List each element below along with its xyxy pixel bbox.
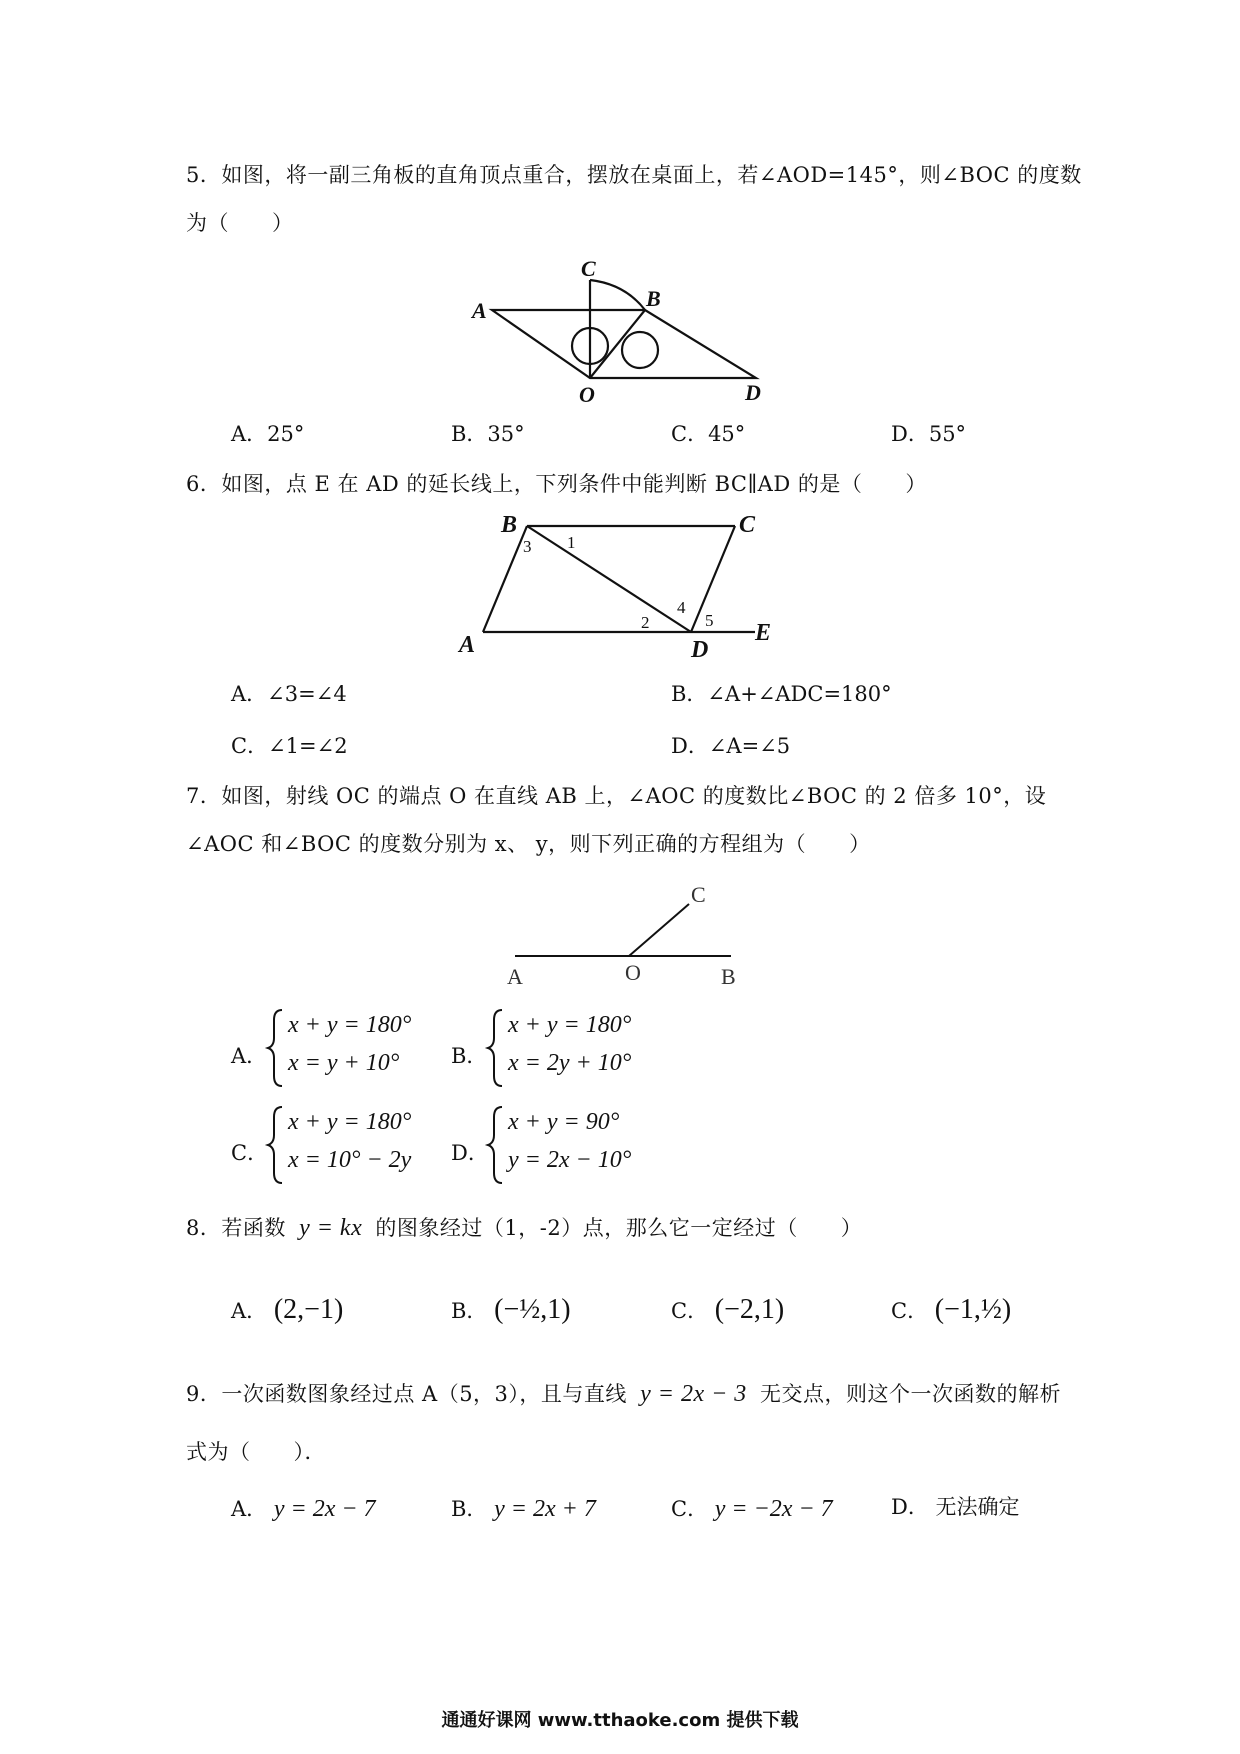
q7-option-a-label: A． (231, 1044, 268, 1068)
q7-option-b-system (486, 1012, 646, 1092)
q9-option-a-value: y = 2x − 7 (273, 1496, 376, 1522)
q6-angle-3: 3 (523, 537, 532, 556)
q9-option-b-label: B． (451, 1497, 488, 1521)
q6-option-c: C．∠1=∠2 (231, 734, 348, 758)
q9-option-b (451, 1497, 596, 1521)
q5-option-d: D．55° (891, 422, 967, 446)
q7-option-c-system (266, 1109, 416, 1189)
q8-function: y = kx (299, 1215, 363, 1241)
page-footer: 通通好课网 www.tthaoke.com 提供下载 (441, 1710, 799, 1731)
q8-option-d-value: (−1,½) (934, 1294, 1012, 1325)
q5-text-line1: 5．如图，将一副三角板的直角顶点重合，摆放在桌面上，若∠AOD=145°，则∠BOC 的度数 (186, 163, 1082, 187)
q7-label-A: A (507, 964, 523, 989)
q6-label-B: B (501, 512, 518, 538)
q7-option-a-system (266, 1012, 412, 1092)
q7-option-c-eq2: x = 10° − 2y (288, 1147, 412, 1173)
q5-option-b: B．35° (451, 422, 525, 446)
q8-option-a-value: (2,−1) (273, 1294, 344, 1325)
q9-option-c-value: y = −2x − 7 (714, 1496, 833, 1522)
q6-label-C: C (739, 512, 756, 538)
q8-option-d-label: C． (891, 1299, 929, 1323)
q7-option-a-eq1: x + y = 180° (288, 1012, 412, 1038)
q9-option-d-label: D． (891, 1495, 929, 1519)
q6-option-d: D．∠A=∠5 (671, 734, 791, 758)
q7-option-d-eq2: y = 2x − 10° (508, 1147, 632, 1173)
q9-text-line2: 式为（ ）． (186, 1440, 326, 1464)
q7-option-a-eq2: x = y + 10° (288, 1050, 400, 1076)
q9-option-a (231, 1497, 376, 1521)
q5-label-A: A (472, 298, 487, 323)
q6-angle-1: 1 (567, 533, 576, 552)
q5-label-D: D (745, 380, 761, 405)
q8-text (186, 1216, 862, 1240)
q7-option-d-system (486, 1109, 636, 1189)
q8-text-post: 的图象经过（1，-2）点，那么它一定经过（ ） (375, 1216, 863, 1240)
q6-label-D: D (691, 637, 709, 663)
q8-option-b-value: (−½,1) (494, 1294, 571, 1325)
q5-option-a: A．25° (231, 422, 305, 446)
q6-option-a: A．∠3=∠4 (231, 682, 347, 706)
q6-angle-2: 2 (641, 613, 650, 632)
q7-option-c-eq1: x + y = 180° (288, 1109, 412, 1135)
q7-figure (495, 870, 755, 990)
q9-text-post: 无交点，则这个一次函数的解析 (760, 1382, 1061, 1406)
q5-label-C: C (581, 256, 596, 281)
q7-option-d-label: D． (451, 1141, 489, 1165)
q7-label-B: B (721, 964, 736, 989)
q8-option-c-label: C． (671, 1299, 709, 1323)
q5-figure (470, 258, 770, 408)
q9-option-a-label: A． (231, 1497, 268, 1521)
q9-text-line1 (186, 1382, 1061, 1406)
q8-text-pre: 8．若函数 (186, 1216, 286, 1240)
q6-angle-4: 4 (677, 598, 686, 617)
q6-option-b: B．∠A+∠ADC=180° (671, 682, 892, 706)
q5-label-O: O (579, 382, 595, 407)
q9-option-d-value: 无法确定 (935, 1495, 1020, 1519)
q7-option-b-eq2: x = 2y + 10° (508, 1050, 632, 1076)
q6-angle-5: 5 (705, 611, 714, 630)
q6-figure (455, 510, 795, 663)
q8-option-c (671, 1296, 784, 1324)
q8-option-c-value: (−2,1) (714, 1294, 785, 1325)
q8-option-b-label: B． (451, 1299, 488, 1323)
q6-text: 6．如图，点 E 在 AD 的延长线上，下列条件中能判断 BC∥AD 的是（ ） (186, 472, 927, 496)
q9-option-c (671, 1497, 833, 1521)
q7-text-line1: 7．如图，射线 OC 的端点 O 在直线 AB 上，∠AOC 的度数比∠BOC 的 2 倍多 10°，设 (186, 784, 1047, 808)
q8-option-b (451, 1296, 571, 1324)
q7-label-C: C (691, 882, 706, 907)
q5-label-B: B (646, 286, 661, 311)
q8-option-a (231, 1296, 343, 1324)
q6-label-A: A (459, 632, 476, 658)
q7-option-d-eq1: x + y = 90° (508, 1109, 620, 1135)
q9-text-pre: 9．一次函数图象经过点 A（5，3），且与直线 (186, 1382, 627, 1406)
q5-option-c: C．45° (671, 422, 746, 446)
q8-option-d (891, 1296, 1011, 1324)
q7-option-b-eq1: x + y = 180° (508, 1012, 632, 1038)
q7-option-c-label: C． (231, 1141, 269, 1165)
q6-label-E: E (755, 620, 772, 646)
q9-option-c-label: C． (671, 1497, 709, 1521)
q7-label-O: O (625, 960, 641, 985)
q9-option-b-value: y = 2x + 7 (494, 1496, 596, 1522)
q7-text-line2: ∠AOC 和∠BOC 的度数分别为 x、 y，则下列正确的方程组为（ ） (186, 832, 871, 856)
q7-option-b-label: B． (451, 1044, 488, 1068)
q9-option-d (891, 1497, 1020, 1518)
q8-option-a-label: A． (231, 1299, 268, 1323)
q9-line-equation: y = 2x − 3 (640, 1381, 747, 1407)
q5-text-line2: 为（ ） (186, 211, 294, 235)
